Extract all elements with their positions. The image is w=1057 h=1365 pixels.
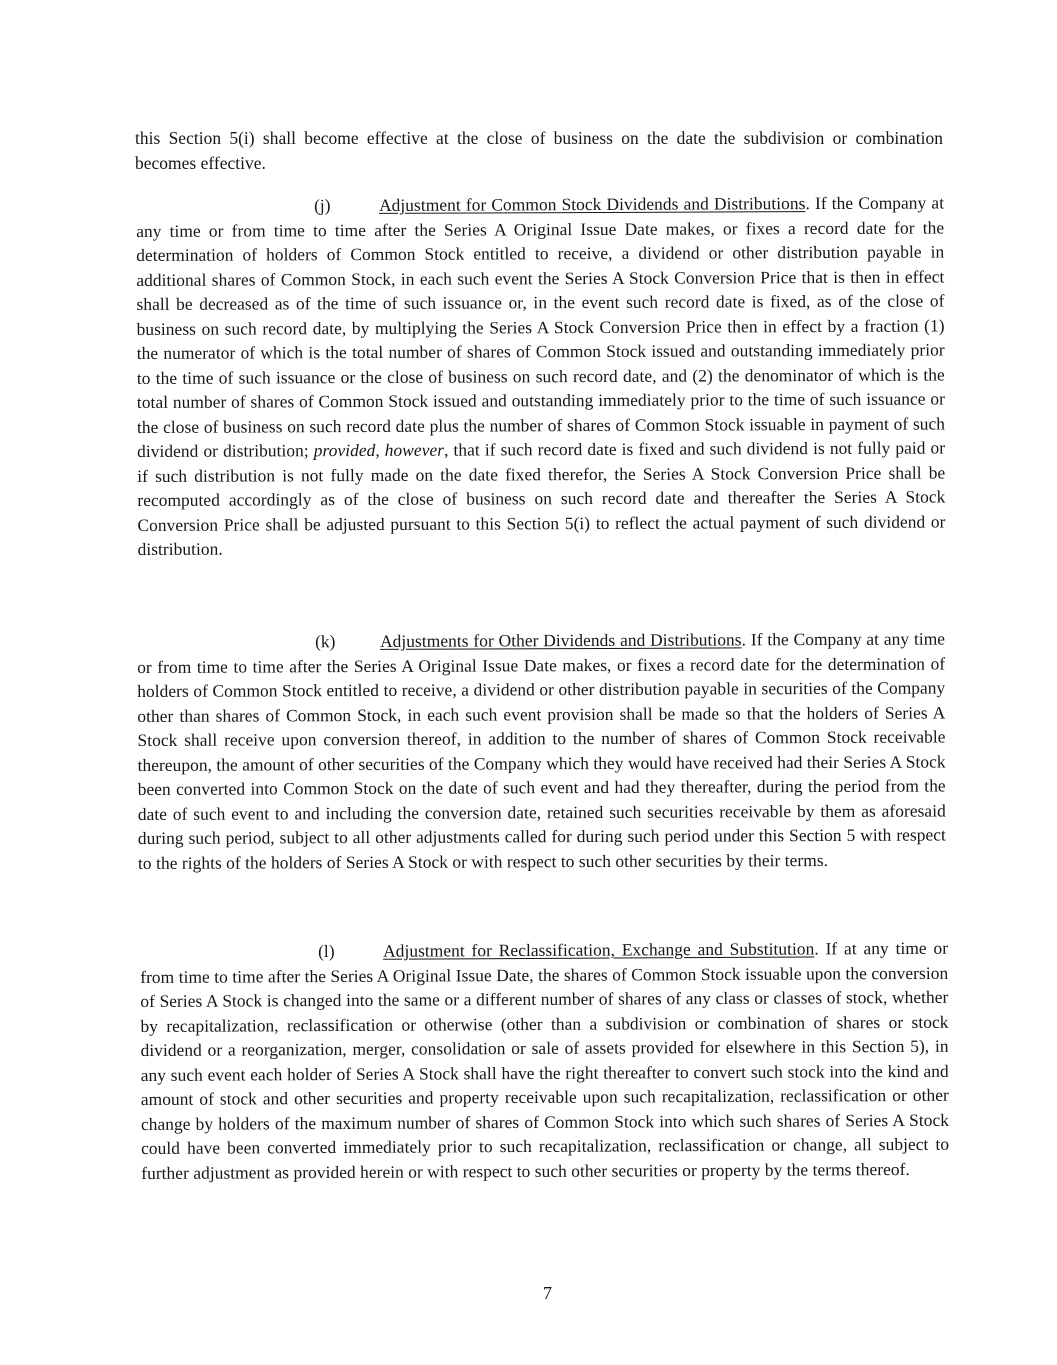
- section-k-heading: Adjustments for Other Dividends and Distributions: [380, 629, 742, 651]
- section-j-body-part2: , that if such record date is fixed and such dividend is not fully paid or if such distribution is not fully made on the date fixed therefor, the Series A Stock Conversion Price shall be recomputed accordingly as of the close of business on such record date and thereafter the Series A Stock Conversion Price shall be adjusted pursuant to this Section 5(i) to reflect the actual payment of such dividend or distribution.: [137, 437, 946, 559]
- section-l-label: (l): [318, 940, 335, 962]
- intro-paragraph: [135, 126, 943, 175]
- section-l-heading: Adjustment for Reclassification, Exchange and Substitution: [383, 938, 815, 961]
- section-k-label: (k): [315, 631, 336, 652]
- paragraph-indent: [137, 647, 315, 648]
- paragraph-indent: [140, 957, 318, 958]
- page-number: 7: [543, 1283, 552, 1303]
- section-j-proviso: provided, however: [313, 439, 445, 461]
- intro-text: this Section 5(i) shall become effective at the close of business on the date the subdivision or combination becomes effective.: [135, 128, 943, 173]
- section-l-body: . If at any time or from time to time after the Series A Original Issue Date, the shares of Common Stock issuable upon the conversion of Series A Stock is changed into the same or a different number of shares of any class or classes of stock, whether by recapitalization, reclassification or otherwise (other than a subdivision or combination of shares or stock dividend or a reorganization, merger, consolidation or sale of assets provided for elsewhere in this Section 5), in any such event each holder of Series A Stock shall have the right thereafter to convert such stock into the kind and amount of stock and other securities and property receivable upon such recapitalization, reclassification or other change by holders of the maximum number of shares of Common Stock into which such shares of Series A Stock could have been converted immediately prior to such recapitalization, reclassification or change, all subject to further adjustment as provided herein or with respect to such other securities or property by the terms thereof.: [140, 937, 950, 1183]
- section-l-paragraph: [140, 936, 949, 1185]
- section-j-body-part1: . If the Company at any time or from time to time after the Series A Original Issue Date makes, or fixes a record date for the determination of holders of Common Stock entitled to receive, a dividend or other distribution payable in additional shares of Common Stock, in each such event the Series A Stock Conversion Price that is then in effect shall be decreased as of the time of such issuance or, in the event such record date is fixed, as of the close of business on such record date, by multiplying the Series A Stock Conversion Price then in effect by a fraction (1) the numerator of which is the total number of shares of Common Stock issued and outstanding immediately prior to the time of such issuance or the close of business on such record date, and (2) the denominator of which is the total number of shares of Common Stock issued and outstanding immediately prior to the time of such issuance or the close of business on such record date plus the number of shares of Common Stock issuable in payment of such dividend or distribution;: [136, 192, 946, 461]
- section-j-paragraph: [136, 190, 946, 561]
- section-k-paragraph: [137, 626, 946, 875]
- section-j-heading: Adjustment for Common Stock Dividends and Distributions: [379, 193, 806, 215]
- section-j-label: (j): [314, 195, 331, 216]
- paragraph-indent: [136, 211, 314, 212]
- section-k-body: . If the Company at any time or from time to time after the Series A Original Issue Date makes, or fixes a record date for the determination of holders of Common Stock entitled to receive, a dividend or other distribution payable in securities of the Company other than shares of Common Stock, in each such event provision shall be made so that the holders of Series A Stock shall receive upon conversion thereof, in addition to the number of shares of Common Stock receivable thereupon, the amount of other securities of the Company which they would have received had their Series A Stock been converted into Common Stock on the date of such event and had they thereafter, during the period from the date of such event to and including the conversion date, retained such securities receivable by them as aforesaid during such period, subject to all other adjustments called for during such period under this Section 5 with respect to the rights of the holders of Series A Stock or with respect to such other securities by their terms.: [137, 628, 946, 873]
